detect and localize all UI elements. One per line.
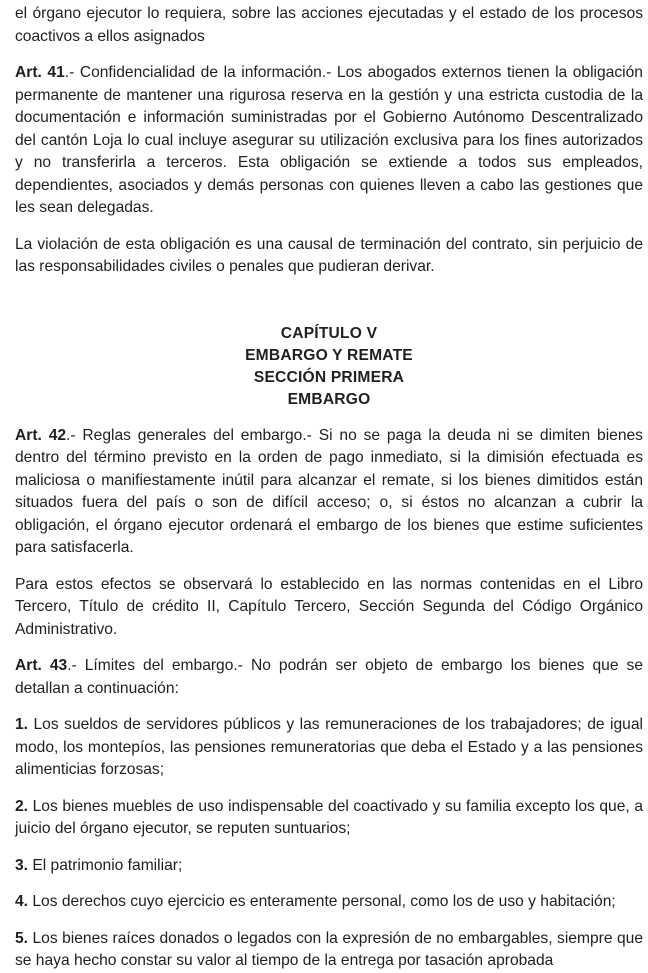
article-43-text: .- Límites del embargo.- No podrán ser objeto de embargo los bienes que se detallan a continuación: xyxy=(15,657,643,697)
list-item-number: 5. xyxy=(15,929,29,947)
list-item-number: 1. xyxy=(15,716,29,733)
list-item-text: Los bienes muebles de uso indispensable del coactivado y su familia excepto los que, a juicio del órgano ejecutor, se reputen suntuarios; xyxy=(15,797,643,837)
list-item xyxy=(15,855,643,878)
article-41-paragraph-2: La violación de esta obligación es una causal de terminación del contrato, sin perjuicio de las responsabilidades civiles o penales que pudieran derivar. xyxy=(15,235,643,275)
chapter-subtitle: EMBARGO Y REMATE xyxy=(245,346,413,364)
article-42-text: .- Reglas generales del embargo.- Si no se paga la deuda ni se dimiten bienes dentro del término previsto en la orden de pago inmediato, si la dimisión efectuada es maliciosa o manifiestamente inútil para alcanzar el remate, si los bienes dimitidos están situados fuera del país o son de difícil acceso; o, si éstos no alcanzan a cubrir la obligación, el órgano ejecutor ordenará el embargo de los bienes que estime suficientes para satisfacerla. xyxy=(15,426,643,556)
list-item xyxy=(15,796,643,841)
list-item-number: 4. xyxy=(15,893,29,910)
list-item xyxy=(15,714,643,782)
list-item-number: 3. xyxy=(15,856,29,874)
article-43-paragraph xyxy=(15,655,643,700)
article-42-paragraph xyxy=(15,425,643,560)
list-item xyxy=(15,891,643,914)
article-41-text: .- Confidencialidad de la información.- Los abogados externos tienen la obligación permanente de mantener una rigurosa reserva en la gestión y una estricta custodia de la documentación e información suministradas por el Gobierno Autónomo Descentralizado del cantón Loja lo cual incluye asegurar su utilización exclusiva para los fines autorizados y no transferirla a terceros. Esta obligación se extiende a todos sus empleados, dependientes, asociados y demás personas con quienes lleven a cabo las gestiones que les sean delegadas. xyxy=(15,64,643,216)
list-item-text: Los bienes raíces donados o legados con la expresión de no embargables, siempre que se haya hecho constar su valor al tiempo de la entrega por tasación aprobada xyxy=(15,929,643,969)
list-item-text: Los derechos cuyo ejercicio es enteramente personal, como los de uso y habitación; xyxy=(28,893,616,910)
list-item-text: El patrimonio familiar; xyxy=(28,856,183,874)
chapter-title: CAPÍTULO V xyxy=(280,324,378,342)
intro-paragraph: el órgano ejecutor lo requiera, sobre las acciones ejecutadas y el estado de los procesos coactivos a ellos asignados xyxy=(15,5,643,45)
article-42-paragraph-2: Para estos efectos se observará lo establecido en las normas contenidas en el Libro Tercero, Título de crédito II, Capítulo Tercero, Sección Segunda del Código Orgánico Administrativo. xyxy=(15,575,643,638)
article-43-label: Art. 43 xyxy=(15,657,68,674)
list-item-number: 2. xyxy=(15,797,29,815)
list-item-text: Los sueldos de servidores públicos y las remuneraciones de los trabajadores; de igual modo, los montepíos, las pensiones remuneratorias que deba el Estado y a las pensiones alimenticias forzosas; xyxy=(15,716,643,778)
section-title: SECCIÓN PRIMERA xyxy=(253,368,405,386)
article-41-paragraph xyxy=(15,62,643,220)
article-42-label: Art. 42 xyxy=(15,426,67,444)
document-page xyxy=(15,0,643,973)
list-item xyxy=(15,928,643,973)
article-41-label: Art. 41 xyxy=(15,64,65,81)
section-subtitle: EMBARGO xyxy=(287,390,371,408)
chapter-heading xyxy=(15,323,643,411)
